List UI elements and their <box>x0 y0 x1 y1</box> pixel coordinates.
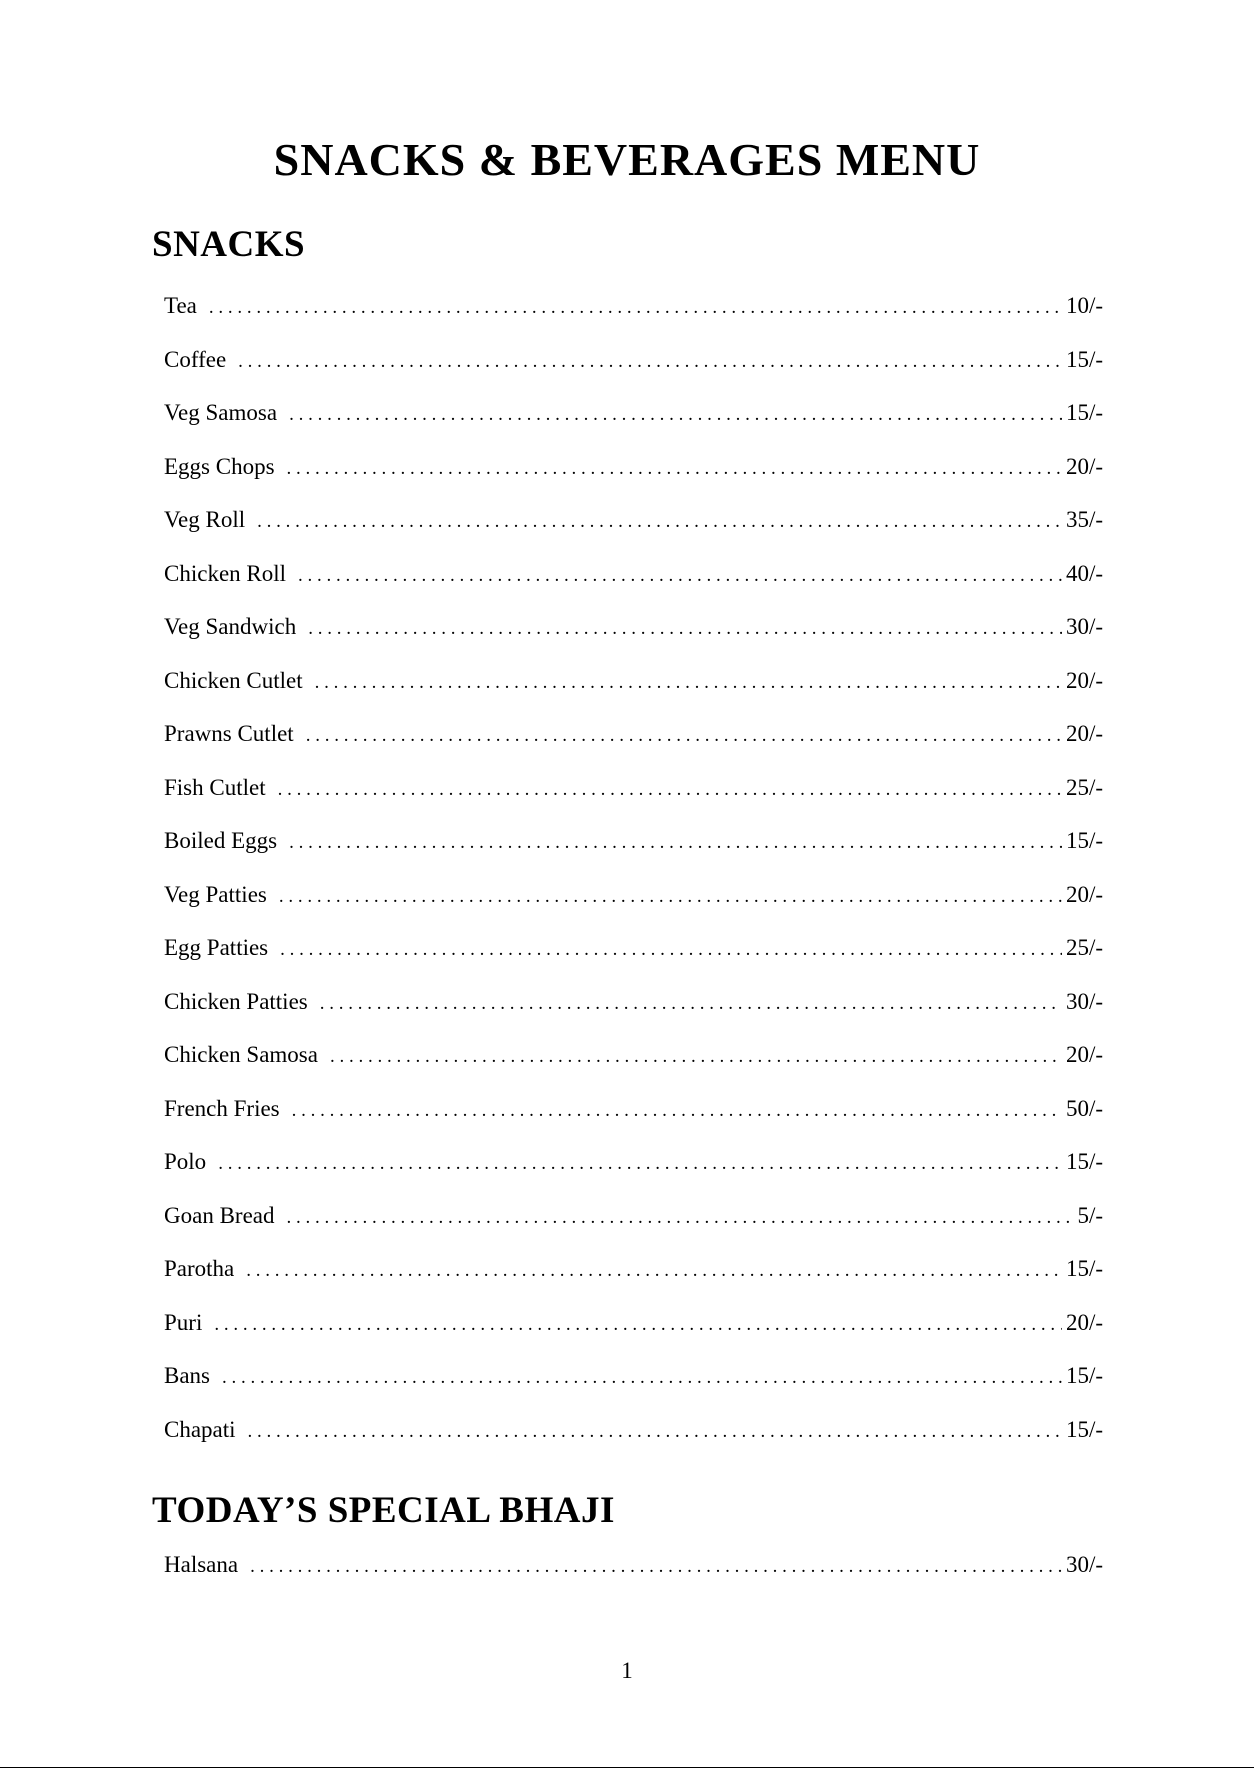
dot-leader <box>209 291 1062 325</box>
menu-item <box>164 450 1103 504</box>
dot-leader <box>279 880 1062 914</box>
menu-item-price: 30/- <box>1065 988 1103 1014</box>
dot-leader <box>214 1308 1062 1342</box>
menu-item-price: 5/- <box>1077 1202 1103 1228</box>
menu-item-price: 30/- <box>1065 1552 1103 1577</box>
menu-item-price: 20/- <box>1065 1309 1103 1335</box>
menu-item <box>164 289 1103 343</box>
menu-item <box>164 343 1103 397</box>
special-bhaji-list <box>164 1548 1103 1602</box>
page-number: 1 <box>621 1658 633 1683</box>
menu-item <box>164 610 1103 664</box>
menu-item-price: 15/- <box>1065 1149 1103 1174</box>
menu-item-price: 30/- <box>1065 614 1103 639</box>
dot-leader <box>306 719 1062 753</box>
section-heading-special-bhaji: TODAY’S SPECIAL BHAJI <box>152 1490 615 1531</box>
menu-item <box>164 878 1103 932</box>
dot-leader <box>287 452 1062 486</box>
menu-item <box>164 1038 1103 1092</box>
menu-item-price: 15/- <box>1065 828 1103 853</box>
dot-leader <box>298 559 1062 593</box>
dot-leader <box>289 826 1062 860</box>
menu-item <box>164 1145 1103 1199</box>
menu-item-price: 25/- <box>1065 935 1103 960</box>
menu-item-name: Egg Patties <box>164 935 269 960</box>
menu-item-price: 35/- <box>1065 507 1103 532</box>
menu-item-name: Bans <box>164 1363 210 1388</box>
menu-item-name: Chicken Roll <box>164 560 287 586</box>
snacks-list <box>164 289 1103 1466</box>
menu-item-name: Coffee <box>164 346 227 372</box>
dot-leader <box>250 1550 1062 1584</box>
menu-item-name: Goan Bread <box>164 1202 275 1228</box>
menu-item-name: Chicken Patties <box>164 988 308 1014</box>
menu-item <box>164 503 1103 557</box>
menu-item-price: 20/- <box>1065 881 1103 907</box>
menu-item <box>164 931 1103 985</box>
menu-item-name: Veg Sandwich <box>164 614 297 639</box>
menu-item <box>164 664 1103 718</box>
menu-item <box>164 1306 1103 1360</box>
menu-item-price: 15/- <box>1065 1416 1103 1442</box>
menu-item-price: 50/- <box>1065 1095 1103 1121</box>
menu-item <box>164 1548 1103 1602</box>
menu-item-price: 15/- <box>1065 346 1103 372</box>
dot-leader <box>238 345 1062 379</box>
menu-item-price: 20/- <box>1065 721 1103 746</box>
menu-item-name: Chapati <box>164 1416 236 1442</box>
menu-item-name: Tea <box>164 293 197 318</box>
dot-leader <box>320 987 1062 1021</box>
menu-item <box>164 717 1103 771</box>
menu-item-price: 25/- <box>1065 774 1103 800</box>
menu-item-name: Parotha <box>164 1256 235 1281</box>
menu-item <box>164 1199 1103 1253</box>
menu-item-price: 15/- <box>1065 1256 1103 1281</box>
dot-leader <box>257 505 1062 539</box>
menu-item-name: Puri <box>164 1309 203 1335</box>
menu-item-price: 20/- <box>1065 667 1103 693</box>
dot-leader <box>315 666 1062 700</box>
section-heading-snacks: SNACKS <box>152 224 306 265</box>
menu-item-price: 20/- <box>1065 1042 1103 1067</box>
menu-item <box>164 985 1103 1039</box>
menu-item <box>164 557 1103 611</box>
menu-item-name: Veg Samosa <box>164 400 278 425</box>
menu-item <box>164 396 1103 450</box>
dot-leader <box>222 1361 1062 1395</box>
menu-item <box>164 824 1103 878</box>
dot-leader <box>278 773 1062 807</box>
menu-item <box>164 1252 1103 1306</box>
menu-item-name: Chicken Samosa <box>164 1042 318 1067</box>
dot-leader <box>289 398 1062 432</box>
menu-item-name: Fish Cutlet <box>164 774 266 800</box>
menu-item-name: Eggs Chops <box>164 453 275 479</box>
menu-item-name: Polo <box>164 1149 207 1174</box>
dot-leader <box>248 1415 1062 1449</box>
menu-item-name: Boiled Eggs <box>164 828 278 853</box>
menu-item <box>164 1359 1103 1413</box>
menu-item-price: 10/- <box>1065 293 1103 318</box>
dot-leader <box>292 1094 1062 1128</box>
menu-item-price: 15/- <box>1065 400 1103 425</box>
dot-leader <box>246 1254 1062 1288</box>
menu-item <box>164 771 1103 825</box>
dot-leader <box>280 933 1062 967</box>
dot-leader <box>308 612 1062 646</box>
menu-item-name: Halsana <box>164 1552 239 1577</box>
menu-item <box>164 1092 1103 1146</box>
menu-item-price: 15/- <box>1065 1363 1103 1388</box>
menu-item-name: Veg Patties <box>164 881 267 907</box>
menu-item-price: 20/- <box>1065 453 1103 479</box>
menu-item-price: 40/- <box>1065 560 1103 586</box>
dot-leader <box>330 1040 1062 1074</box>
dot-leader <box>218 1147 1062 1181</box>
menu-item-name: Chicken Cutlet <box>164 667 303 693</box>
menu-item-name: Veg Roll <box>164 507 246 532</box>
page-title: SNACKS & BEVERAGES MENU <box>273 134 981 185</box>
menu-item <box>164 1413 1103 1467</box>
menu-item-name: French Fries <box>164 1095 280 1121</box>
menu-item-name: Prawns Cutlet <box>164 721 294 746</box>
dot-leader <box>287 1201 1074 1235</box>
